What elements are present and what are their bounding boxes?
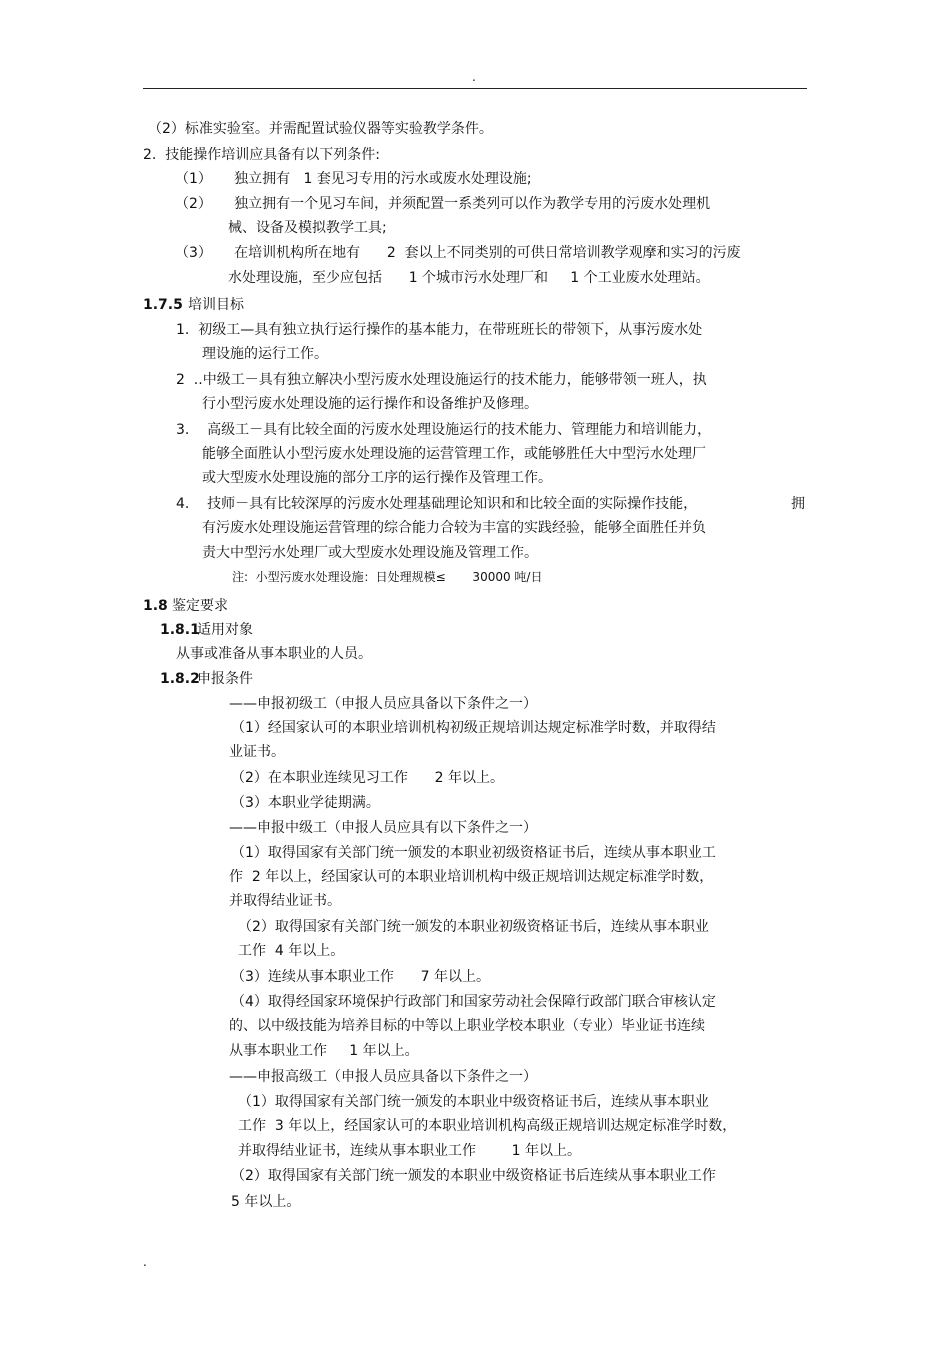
- text-line: （1） 独立拥有 1 套见习专用的污水或废水处理设施;: [175, 171, 532, 187]
- text-line: 的、以中级技能为培养目标的中等以上职业学校本职业（专业）毕业证书连续: [229, 1018, 705, 1034]
- text-line: （3） 在培训机构所在地有 2 套以上不同类别的可供日常培训教学观摩和实习的污废: [175, 245, 741, 261]
- section-number: 1.8.2: [160, 671, 200, 687]
- section-title: 培训目标: [188, 297, 244, 313]
- text-line: 业证书。: [229, 744, 285, 760]
- text-line: （3）本职业学徒期满。: [231, 795, 380, 811]
- text-line: 拥: [791, 496, 805, 512]
- text-line: 工作 3 年以上，经国家认可的本职业培训机构高级正规培训达规定标准学时数，: [238, 1118, 737, 1134]
- note-line: 注: 小型污废水处理设施：日处理规模≤ 30000 吨/日: [232, 570, 543, 584]
- section-title: 申报条件: [197, 671, 253, 687]
- text-line: （1）经国家认可的本职业培训机构初级正规培训达规定标准学时数，并取得结: [231, 720, 716, 736]
- text-line: ——申报初级工（申报人员应具备以下条件之一）: [229, 696, 537, 712]
- text-line: 2 ..中级工－具有独立解决小型污废水处理设施运行的技术能力，能够带领一班人，执: [176, 372, 707, 388]
- text-line: ——申报高级工（申报人员应具备以下条件之一）: [229, 1069, 537, 1085]
- text-line: （4）取得经国家环境保护行政部门和国家劳动社会保障行政部门联合审核认定: [231, 994, 716, 1010]
- text-line: （2） 独立拥有一个见习车间，并须配置一系类列可以作为教学专用的污废水处理机: [175, 196, 711, 212]
- section-number: 1.8.1: [160, 622, 200, 638]
- text-line: （3）连续从事本职业工作 7 年以上。: [231, 969, 490, 985]
- section-title: 鉴定要求: [172, 598, 228, 614]
- text-line: （1）取得国家有关部门统一颁发的本职业中级资格证书后，连续从事本职业: [238, 1094, 709, 1110]
- section-title: 适用对象: [197, 622, 253, 638]
- text-line: 并取得结业证书，连续从事本职业工作 1 年以上。: [238, 1143, 581, 1159]
- text-line: （2）取得国家有关部门统一颁发的本职业中级资格证书后连续从事本职业工作: [231, 1168, 716, 1184]
- section-number: 1.7.5: [143, 297, 183, 313]
- text-line: （1）取得国家有关部门统一颁发的本职业初级资格证书后，连续从事本职业工: [231, 845, 716, 861]
- header-rule: [143, 88, 807, 89]
- text-line: （2）取得国家有关部门统一颁发的本职业初级资格证书后，连续从事本职业: [238, 919, 709, 935]
- text-line: 有污废水处理设施运营管理的综合能力合较为丰富的实践经验，能够全面胜任并负: [202, 520, 706, 536]
- text-line: 能够全面胜认小型污废水处理设施的运营管理工作，或能够胜任大中型污水处理厂: [202, 446, 706, 462]
- text-line: 1. 初级工—具有独立执行运行操作的基本能力，在带班班长的带领下，从事污废水处: [176, 322, 703, 338]
- text-line: ——申报中级工（申报人员应具有以下条件之一）: [229, 820, 537, 836]
- text-line: 工作 4 年以上。: [238, 943, 345, 959]
- text-line: 理设施的运行工作。: [202, 346, 328, 362]
- text-line: 从事本职业工作 1 年以上。: [229, 1043, 419, 1059]
- text-line: 3. 高级工－具有比较全面的污废水处理设施运行的技术能力、管理能力和培训能力，: [176, 422, 712, 438]
- text-line: 从事或准备从事本职业的人员。: [176, 646, 372, 662]
- footer-dot: .: [143, 1255, 147, 1269]
- text-line: （2）在本职业连续见习工作 2 年以上。: [231, 770, 504, 786]
- text-line: 4. 技师－具有比较深厚的污废水处理基础理论知识和和比较全面的实际操作技能，: [176, 496, 698, 512]
- text-line: 2. 技能操作培训应具备有以下列条件:: [143, 147, 380, 163]
- text-line: 5 年以上。: [231, 1194, 301, 1210]
- text-line: 行小型污废水处理设施的运行操作和设备维护及修理。: [202, 396, 538, 412]
- text-line: 责大中型污水处理厂或大型废水处理设施及管理工作。: [202, 545, 538, 561]
- text-line: 或大型废水处理设施的部分工序的运行操作及管理工作。: [202, 470, 552, 486]
- text-line: 并取得结业证书。: [229, 893, 341, 909]
- header-dot: .: [472, 70, 476, 84]
- text-line: 械、设备及模拟教学工具;: [228, 220, 387, 236]
- section-number: 1.8: [143, 598, 168, 614]
- text-line: 水处理设施，至少应包括 1 个城市污水处理厂和 1 个工业废水处理站。: [228, 270, 710, 286]
- text-line: 作 2 年以上，经国家认可的本职业培训机构中级正规培训达规定标准学时数，: [229, 869, 714, 885]
- text-line: （2）标准实验室。并需配置试验仪器等实验教学条件。: [148, 121, 493, 137]
